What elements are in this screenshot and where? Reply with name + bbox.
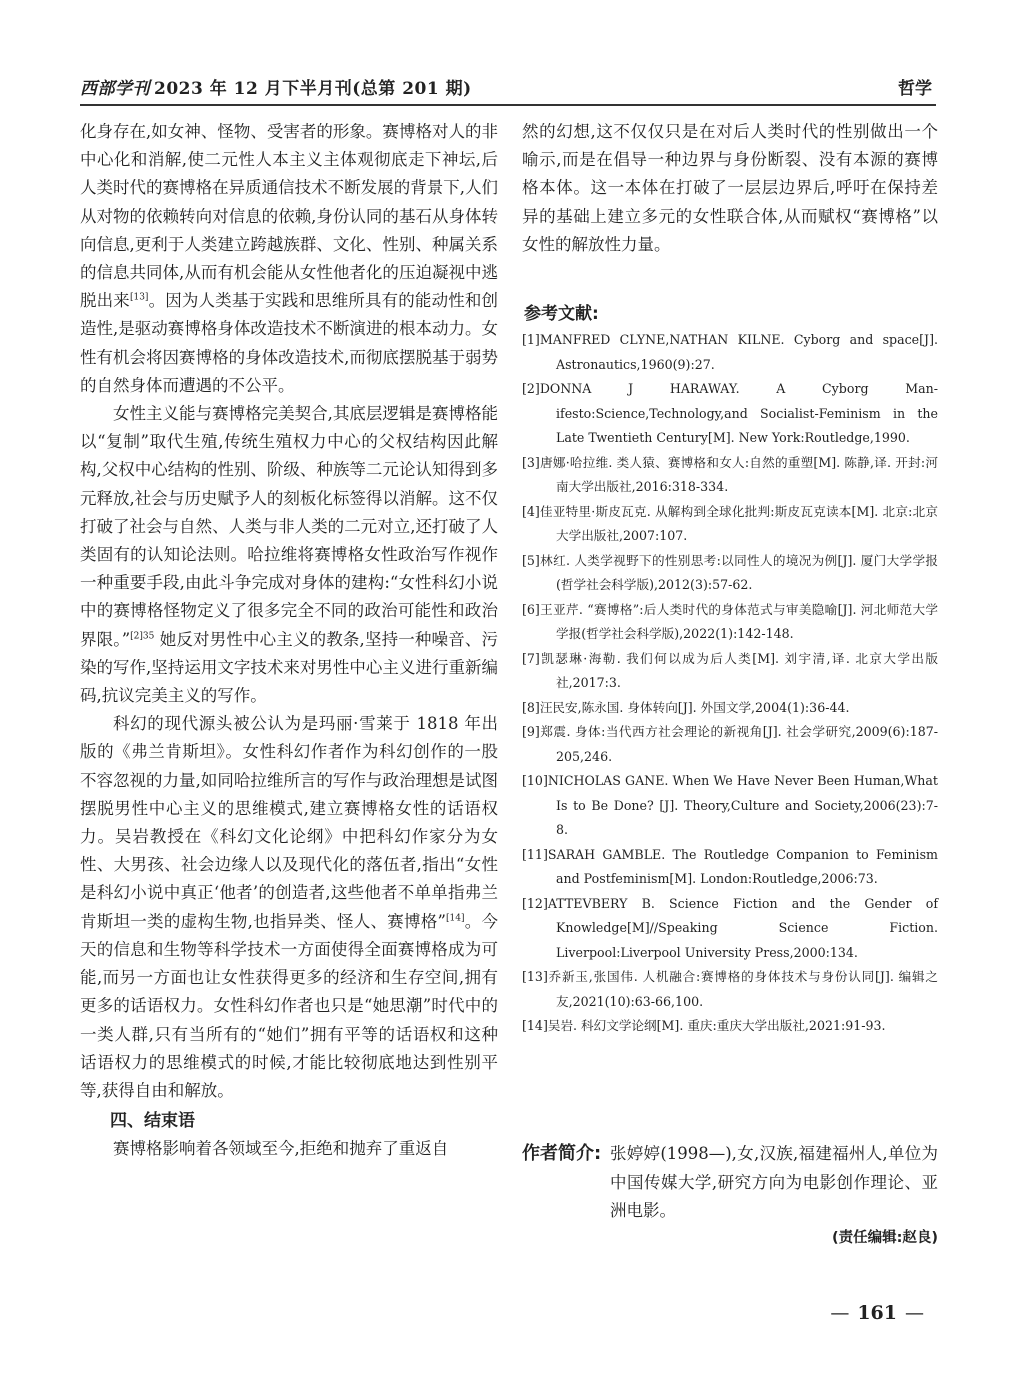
section-label: 哲学 [898, 79, 932, 99]
reference-item: [4]佳亚特里·斯皮瓦克. 从解构到全球化批判:斯皮瓦克读本[M]. 北京:北京大学出版社,2007:107. [522, 503, 938, 544]
page-number-value: 161 [857, 1302, 897, 1324]
page-header [80, 70, 936, 106]
reference-list [522, 328, 938, 1039]
left-column [80, 118, 498, 1163]
reference-item: [5]林红. 人类学视野下的性别思考:以同性人的境况为例[J]. 厦门大学学报(哲学社会科学版),2012(3):57-62. [522, 552, 938, 593]
page-number-dash-left: — [830, 1302, 850, 1324]
references-heading: 参考文献: [524, 304, 599, 325]
reference-item: [12]ATTEVBERY B. Science Fiction and the Gender of Knowledge[M]//Speaking Science Fiction. Liverpool:Liverpool University Press,2000:134. [522, 895, 938, 960]
author-bio [522, 1140, 938, 1226]
responsible-editor: (责任编辑:赵良) [831, 1230, 938, 1246]
citation: [2]35 [130, 631, 155, 642]
reference-item: [9]郑震. 身体:当代西方社会理论的新视角[J]. 社会学研究,2009(6):187-205,246. [522, 724, 938, 764]
section-heading: 四、结束语 [110, 1111, 195, 1132]
left-paragraph-4: 赛博格影响着各领域至今,拒绝和抛弃了重返自 [113, 1139, 449, 1159]
journal-issue-line [80, 74, 472, 99]
left-paragraph-2: 女性主义能与赛博格完美契合,其底层逻辑是赛博格能以“复制”取代生殖,传统生殖权力中心的父权结构因此解构,父权中心结构的性别、阶级、种族等二元论认知得到多元释放,社会与历史赋予人的刻板化标签得以消解。这不仅打破了社会与自然、人类与非人类的二元对立,还打破了人类固有的认知论法则。哈拉维将赛博格女性政治写作视作一种重要手段,由此斗争完成对身体的建构:“女性科幻小说中的赛博格怪物定义了很多完全不同的政治可能性和政治界限。”$^{[2]35}$ 她反对男性中心主义的教条,坚持一种噪音、污染的写作,坚持运用文字技术来对男性中心主义进行重新编码,抗议完美主义的写作。 [80, 404, 498, 706]
reference-item: [10]NICHOLAS GANE. When We Have Never Been Human,What Is to Be Done? [J]. Theory,Culture and Society,2006(23):7-8. [522, 773, 938, 838]
reference-item: [8]汪民安,陈永国. 身体转向[J]. 外国文学,2004(1):36-44. [522, 699, 850, 715]
page-number-dash-right: — [905, 1302, 924, 1324]
reference-item: [2]DONNA J HARAWAY. A Cyborg Man-ifesto:Science,Technology,and Socialist-Feminism in the Late Twentieth Century[M]. New York:Routledge,1990. [522, 381, 938, 446]
reference-item: [7]凯瑟琳·海勒. 我们何以成为后人类[M]. 刘宇清,译. 北京大学出版社,2017:3. [522, 650, 938, 691]
right-column [522, 118, 938, 1039]
reference-item: [14]吴岩. 科幻文学论纲[M]. 重庆:重庆大学出版社,2021:91-93. [522, 1018, 886, 1034]
reference-item: [3]唐娜·哈拉维. 类人猿、赛博格和女人:自然的重塑[M]. 陈静,译. 开封:河南大学出版社,2016:318-334. [522, 454, 938, 495]
journal-name: 西部学刊 [80, 79, 150, 99]
left-paragraph-1: 化身存在,如女神、怪物、受害者的形象。赛博格对人的非中心化和消解,使二元性人本主义主体观彻底走下神坛,后人类时代的赛博格在异质通信技术不断发展的背景下,人们从对物的依赖转向对信息的依赖,身份认同的基石从身体转向信息,更利于人类建立跨越族群、文化、性别、种属关系的信息共同体,从而有机会能从女性他者化的压迫凝视中逃脱出来[13]。因为人类基于实践和思维所具有的能动性和创造性,是驱动赛博格身体改造技术不断演进的根本动力。女性有机会将因赛博格的身体改造技术,而彻底摆脱基于弱势的自然身体而遭遇的不公平。 [80, 122, 499, 395]
issue-info: 2023 年 12 月下半月刊(总第 201 期) [154, 79, 472, 99]
page-number [822, 1302, 932, 1324]
citation: [13] [129, 292, 149, 303]
right-paragraph-1: 然的幻想,这不仅仅只是在对后人类时代的性别做出一个喻示,而是在倡导一种边界与身份断裂、没有本源的赛博格本体。这一本体在打破了一层层边界后,呼吁在保持差异的基础上建立多元的女性联合体,从而赋权“赛博格”以女性的解放性力量。 [522, 122, 938, 254]
left-paragraph-3: 科幻的现代源头被公认为是玛丽·雪莱于 1818 年出版的《弗兰肯斯坦》。女性科幻作者作为科幻创作的一股不容忽视的力量,如同哈拉维所言的写作与政治理想是试图摆脱男性中心主义的思维模式,建立赛博格女性的话语权力。吴岩教授在《科幻文化论纲》中把科幻作家分为女性、大男孩、社会边缘人以及现代化的落伍者,指出“女性是科幻小说中真正‘他者’的创造者,这些他者不单单指弗兰肯斯坦一类的虚构生物,也指异类、怪人、赛博格”[14]。今天的信息和生物等科学技术一方面使得全面赛博格成为可能,而另一方面也让女性获得更多的经济和生存空间,拥有更多的话语权力。女性科幻作者也只是“她思潮”时代中的一类人群,只有当所有的“她们”拥有平等的话语权和这种话语权力的思维模式的时候,才能比较彻底地达到性别平等,获得自由和解放。 [80, 714, 498, 1100]
citation: [14] [445, 913, 465, 924]
reference-item: [1]MANFRED CLYNE,NATHAN KILNE. Cyborg and space[J]. Astronautics,1960(9):27. [522, 332, 938, 372]
author-bio-label: 作者简介: [522, 1143, 602, 1164]
reference-item: [6]王亚芹. “赛博格”:后人类时代的身体范式与审美隐喻[J]. 河北师范大学学报(哲学社会科学版),2022(1):142-148. [522, 601, 938, 642]
reference-item: [13]乔新玉,张国伟. 人机融合:赛博格的身体技术与身份认同[J]. 编辑之友,2021(10):63-66,100. [522, 969, 938, 1009]
reference-item: [11]SARAH GAMBLE. The Routledge Companion to Feminism and Postfeminism[M]. London:Routledge,2006:73. [522, 846, 938, 887]
author-bio-text: 张婷婷(1998—),女,汉族,福建福州人,单位为中国传媒大学,研究方向为电影创作理论、亚洲电影。 [610, 1144, 938, 1220]
